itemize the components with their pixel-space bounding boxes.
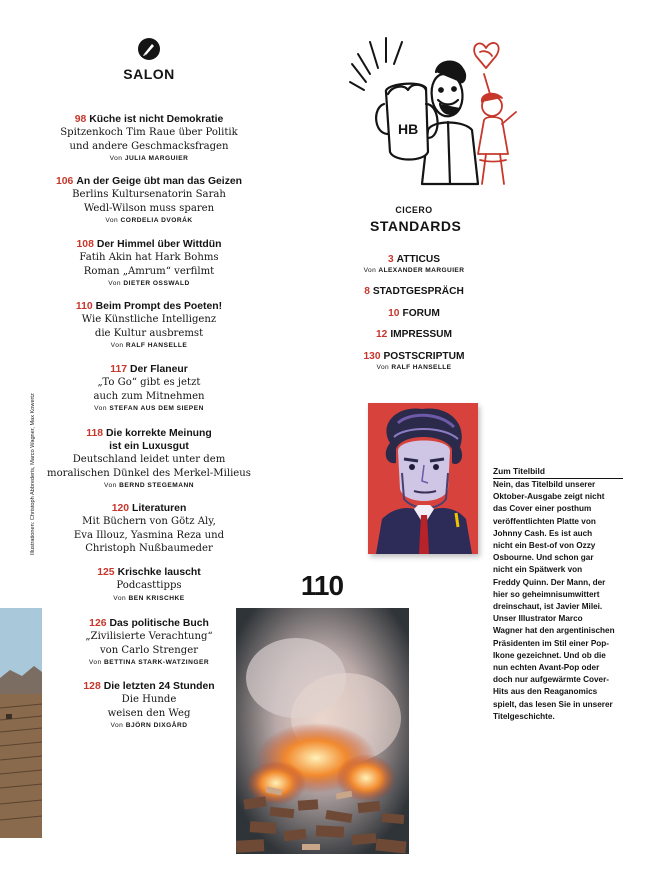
entry-title: Der Flaneur	[130, 364, 188, 375]
salon-entry[interactable]	[40, 427, 258, 491]
entry-desc-line: moralischen Dünkel des Merkel-Milieus	[47, 467, 251, 479]
cover-image[interactable]	[368, 403, 478, 554]
entry-page: 125	[97, 567, 115, 578]
std-page: 12	[375, 329, 388, 340]
entry-title: Krischke lauscht	[117, 567, 201, 578]
entry-page: 126	[89, 618, 107, 629]
caption-line: Oktober-Ausgabe zeigt nicht	[493, 492, 605, 502]
entry-page: 110	[75, 301, 93, 312]
standards-title: STANDARDS	[370, 218, 462, 234]
caption-line: Nein, das Titelbild unserer	[493, 480, 596, 489]
caption-line: das Cover einer posthum	[493, 504, 592, 514]
salon-entry[interactable]	[40, 617, 258, 668]
salon-section-title: SALON	[123, 66, 175, 82]
entry-author: DIETER OSSWALD	[123, 280, 190, 288]
cover-caption-body	[493, 479, 625, 723]
entry-title-line2: ist ein Luxusgut	[109, 441, 189, 452]
entry-title: Küche ist nicht Demokratie	[89, 114, 224, 125]
entry-author: STEFAN AUS DEM SIEPEN	[109, 405, 204, 413]
standards-kicker: CICERO	[395, 205, 433, 215]
entry-desc-line: Christoph Nußbaumeder	[85, 543, 213, 555]
entry-title: Beim Prompt des Poeten!	[95, 301, 223, 312]
entry-page: 118	[86, 428, 104, 439]
caption-line: veröffentlichten Platte von	[493, 516, 596, 526]
std-von: Von	[363, 267, 377, 274]
std-title: IMPRESSUM	[390, 329, 453, 340]
entry-page: 128	[83, 681, 101, 692]
entry-author: CORDELIA DVORÁK	[120, 217, 193, 225]
entry-von: Von	[94, 405, 107, 413]
entry-author: JULIA MARGUIER	[124, 155, 189, 163]
caption-line: Hits aus den Reaganomics	[493, 687, 598, 697]
entry-page: 120	[111, 503, 130, 514]
entry-von: Von	[109, 155, 123, 163]
entry-page: 98	[74, 114, 87, 125]
caption-line: hier so geheimnisumwittert	[493, 589, 600, 599]
salon-entry[interactable]	[40, 113, 258, 164]
salon-entry[interactable]	[40, 175, 258, 226]
salon-entry[interactable]	[40, 238, 258, 289]
entry-desc-line: auch zum Mitnehmen	[93, 390, 205, 402]
standards-entry[interactable]	[358, 328, 470, 341]
entry-author: BEN KRISCHKE	[128, 594, 185, 602]
entry-desc-line: „To Go“ gibt es jetzt	[97, 377, 201, 388]
entry-desc-line: Die Hunde	[121, 694, 177, 705]
entry-author: BETTINA STARK-WATZINGER	[104, 659, 210, 667]
entry-author: BJÖRN DIXGÅRD	[125, 722, 188, 730]
entry-von: Von	[88, 659, 102, 667]
entry-desc-line: und andere Geschmacksfragen	[69, 140, 229, 152]
entry-page: 108	[76, 239, 94, 250]
caption-line: Freddy Quinn. Der Mann, der	[493, 577, 606, 587]
caption-line: Osbourne. Und schon gar	[493, 553, 594, 563]
entry-author: BERND STEGEMANN	[119, 482, 195, 490]
std-page: 3	[387, 254, 394, 265]
std-author: ALEXANDER MARGUIER	[378, 267, 465, 274]
salon-entry[interactable]	[40, 566, 258, 604]
std-title: ATTICUS	[396, 254, 441, 265]
entry-desc-line: Roman „Amrum“ verfilmt	[83, 265, 215, 277]
standards-entry[interactable]	[358, 285, 470, 298]
caption-line: Johnny Cash. Es ist auch	[493, 528, 593, 538]
std-title: FORUM	[402, 308, 440, 319]
entry-desc-line: weisen den Weg	[107, 707, 191, 719]
standards-entry[interactable]	[358, 307, 470, 320]
entry-title: Die korrekte Meinung	[106, 428, 212, 439]
entry-desc-line: Eva Illouz, Yasmina Reza und	[73, 529, 225, 541]
standards-entry[interactable]	[358, 350, 470, 373]
caption-line: nun echten Avant-Pop oder	[493, 663, 600, 673]
entry-von: Von	[108, 280, 122, 288]
entry-desc-line: Spitzenkoch Tim Raue über Politik	[60, 127, 238, 138]
std-page: 10	[388, 308, 400, 319]
caption-line: Titelgeschichte.	[493, 711, 555, 721]
std-von: Von	[376, 364, 390, 371]
entry-title: Das politische Buch	[109, 618, 209, 629]
desert-photo	[0, 608, 42, 838]
std-author: RALF HANSELLE	[391, 364, 452, 371]
entry-desc-line: Wedl-Wilson muss sparen	[83, 202, 215, 214]
mug-lettering: HB	[398, 121, 419, 137]
entry-page: 117	[110, 364, 127, 375]
cover-caption-title: Zum Titelbild	[493, 466, 623, 479]
entry-von: Von	[105, 217, 119, 225]
caption-line: doch nur aufgewärmte Cover-	[493, 675, 610, 685]
entry-desc-line: von Carlo Strenger	[99, 644, 199, 656]
burning-books-photo	[236, 608, 409, 854]
entry-desc-line: Podcasttipps	[116, 580, 182, 591]
salon-entry[interactable]	[40, 300, 258, 351]
caption-line: nicht ein Spätwerk von	[493, 565, 583, 575]
standards-entry[interactable]	[358, 253, 470, 276]
caption-line: dreinschaut, ist Javier Milei.	[493, 602, 603, 612]
caption-line: nicht ein Best-of von Ozzy	[493, 541, 596, 551]
std-page: 130	[363, 351, 381, 362]
entry-von: Von	[110, 342, 124, 350]
salon-entry[interactable]	[40, 502, 258, 556]
entry-desc-line: Deutschland leidet unter dem	[72, 454, 226, 465]
illustration-credit	[30, 395, 38, 555]
caption-line: Unser Illustrator Marco	[493, 614, 583, 624]
feature-page-number: 110	[300, 570, 344, 601]
caption-line: Ikone gezeichnet. Und ob die	[493, 650, 606, 660]
entry-title: An der Geige übt man das Geizen	[76, 176, 243, 187]
caption-line: spielt, das lesen Sie in unserer	[493, 699, 613, 709]
entry-desc-line: Berlins Kultursenatorin Sarah	[72, 189, 226, 200]
caption-line: Wagner hat den argentinischen	[493, 626, 615, 636]
entry-title: Die letzten 24 Stunden	[103, 681, 215, 692]
entry-desc-line: Mit Büchern von Götz Aly,	[82, 516, 216, 527]
entry-von: Von	[103, 482, 117, 490]
entry-author: RALF HANSELLE	[125, 342, 188, 350]
std-title: POSTSCRIPTUM	[383, 351, 465, 362]
entry-title: Der Himmel über Wittdün	[96, 239, 222, 250]
caption-line: Präsidenten im Stil einer Pop-	[493, 638, 610, 648]
salon-pen-icon	[138, 38, 160, 60]
entry-desc-line: Wie Künstliche Intelligenz	[81, 314, 217, 325]
entry-desc-line: die Kultur ausbremst	[94, 327, 204, 339]
beer-mug-illustration	[344, 34, 520, 194]
salon-entry[interactable]	[40, 363, 258, 414]
std-page: 8	[364, 286, 370, 297]
entry-title: Literaturen	[132, 503, 187, 514]
salon-entry[interactable]	[40, 680, 258, 731]
illustration-credit-text: Illustrationen: Christoph Abbrederis, Marco Wagner, Max Kowertz	[30, 393, 36, 555]
entry-desc-line: „Zivilisierte Verachtung“	[85, 631, 213, 642]
entry-von: Von	[110, 722, 124, 730]
entry-von: Von	[113, 594, 127, 602]
entry-desc-line: Fatih Akin hat Hark Bohms	[79, 252, 219, 263]
std-title: STADTGESPRÄCH	[372, 286, 464, 297]
entry-page: 106	[55, 176, 74, 187]
